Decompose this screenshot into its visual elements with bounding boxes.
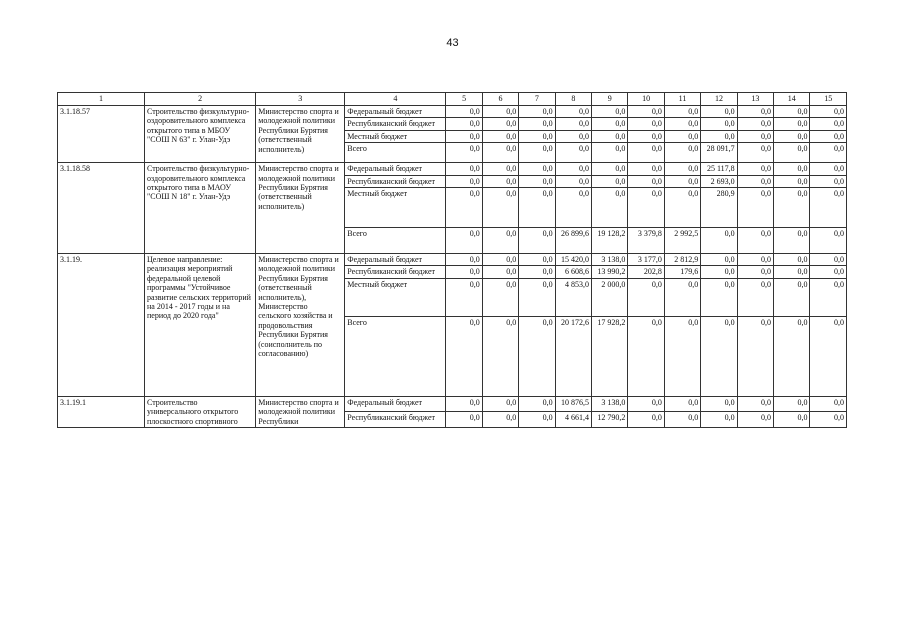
value-cell: 0,0	[555, 118, 591, 130]
column-header: 7	[519, 93, 555, 106]
value-cell: 280,9	[701, 188, 737, 228]
value-cell: 0,0	[810, 316, 847, 396]
value-cell: 0,0	[664, 130, 700, 142]
value-cell: 2 992,5	[664, 228, 700, 254]
value-cell: 0,0	[555, 188, 591, 228]
row-name: Строительство физкультурно-оздоровительного комплекса открытого типа в МБОУ "СОШ N 63" г. Улан-Удэ	[144, 106, 255, 163]
funding-source: Всего	[345, 228, 446, 254]
row-executor: Министерство спорта и молодежной политики Республики	[256, 396, 345, 427]
value-cell: 0,0	[628, 278, 664, 316]
value-cell: 2 693,0	[701, 175, 737, 187]
value-cell: 0,0	[774, 254, 810, 266]
value-cell: 6 608,6	[555, 266, 591, 278]
value-cell: 0,0	[774, 106, 810, 118]
value-cell: 0,0	[519, 316, 555, 396]
value-cell: 0,0	[592, 143, 628, 163]
page-number: 43	[446, 37, 459, 49]
value-cell: 0,0	[628, 188, 664, 228]
value-cell: 0,0	[737, 278, 773, 316]
value-cell: 0,0	[519, 254, 555, 266]
value-cell: 0,0	[664, 396, 700, 412]
value-cell: 0,0	[592, 118, 628, 130]
value-cell: 20 172,6	[555, 316, 591, 396]
value-cell: 19 128,2	[592, 228, 628, 254]
value-cell: 0,0	[628, 175, 664, 187]
column-header: 9	[592, 93, 628, 106]
value-cell: 0,0	[446, 163, 482, 175]
value-cell: 0,0	[482, 278, 518, 316]
row-code: 3.1.19.	[58, 254, 145, 397]
value-cell: 0,0	[482, 316, 518, 396]
value-cell: 0,0	[701, 254, 737, 266]
value-cell: 0,0	[774, 412, 810, 428]
value-cell: 0,0	[592, 163, 628, 175]
value-cell: 0,0	[519, 175, 555, 187]
value-cell: 3 177,0	[628, 254, 664, 266]
value-cell: 0,0	[737, 412, 773, 428]
value-cell: 0,0	[737, 130, 773, 142]
column-header: 5	[446, 93, 482, 106]
value-cell: 0,0	[482, 143, 518, 163]
value-cell: 0,0	[519, 163, 555, 175]
value-cell: 0,0	[446, 396, 482, 412]
value-cell: 202,8	[628, 266, 664, 278]
value-cell: 0,0	[482, 228, 518, 254]
value-cell: 0,0	[810, 175, 847, 187]
value-cell: 0,0	[774, 188, 810, 228]
value-cell: 0,0	[701, 130, 737, 142]
value-cell: 0,0	[519, 106, 555, 118]
value-cell: 0,0	[774, 118, 810, 130]
column-header: 6	[482, 93, 518, 106]
table-row	[58, 396, 847, 412]
value-cell: 0,0	[774, 163, 810, 175]
column-header: 10	[628, 93, 664, 106]
value-cell: 0,0	[482, 412, 518, 428]
value-cell: 15 420,0	[555, 254, 591, 266]
value-cell: 4 853,0	[555, 278, 591, 316]
value-cell: 3 138,0	[592, 254, 628, 266]
value-cell: 0,0	[482, 130, 518, 142]
value-cell: 0,0	[810, 278, 847, 316]
value-cell: 0,0	[446, 228, 482, 254]
value-cell: 0,0	[592, 175, 628, 187]
value-cell: 0,0	[519, 266, 555, 278]
funding-source: Федеральный бюджет	[345, 163, 446, 175]
value-cell: 0,0	[774, 396, 810, 412]
value-cell: 0,0	[701, 266, 737, 278]
value-cell: 0,0	[446, 278, 482, 316]
value-cell: 3 138,0	[592, 396, 628, 412]
value-cell: 0,0	[664, 188, 700, 228]
value-cell: 0,0	[555, 130, 591, 142]
value-cell: 0,0	[519, 278, 555, 316]
value-cell: 0,0	[774, 278, 810, 316]
value-cell: 0,0	[774, 228, 810, 254]
value-cell: 0,0	[519, 130, 555, 142]
value-cell: 0,0	[664, 163, 700, 175]
value-cell: 10 876,5	[555, 396, 591, 412]
value-cell: 0,0	[628, 396, 664, 412]
value-cell: 0,0	[737, 188, 773, 228]
funding-source: Республиканский бюджет	[345, 412, 446, 428]
value-cell: 0,0	[701, 412, 737, 428]
column-header: 1	[58, 93, 145, 106]
funding-source: Федеральный бюджет	[345, 396, 446, 412]
funding-source: Федеральный бюджет	[345, 106, 446, 118]
value-cell: 0,0	[555, 106, 591, 118]
value-cell: 0,0	[628, 163, 664, 175]
value-cell: 0,0	[519, 396, 555, 412]
value-cell: 0,0	[701, 228, 737, 254]
value-cell: 0,0	[446, 118, 482, 130]
column-header: 3	[256, 93, 345, 106]
value-cell: 0,0	[555, 163, 591, 175]
header-row	[58, 93, 847, 106]
value-cell: 0,0	[810, 396, 847, 412]
value-cell: 0,0	[810, 188, 847, 228]
row-code: 3.1.18.57	[58, 106, 145, 163]
value-cell: 25 117,8	[701, 163, 737, 175]
value-cell: 0,0	[446, 188, 482, 228]
table-row	[58, 254, 847, 266]
value-cell: 0,0	[810, 163, 847, 175]
value-cell: 0,0	[774, 266, 810, 278]
value-cell: 0,0	[592, 106, 628, 118]
value-cell: 0,0	[446, 266, 482, 278]
value-cell: 0,0	[446, 316, 482, 396]
value-cell: 26 899,6	[555, 228, 591, 254]
value-cell: 17 928,2	[592, 316, 628, 396]
funding-source: Федеральный бюджет	[345, 254, 446, 266]
value-cell: 0,0	[664, 316, 700, 396]
value-cell: 0,0	[519, 228, 555, 254]
column-header: 12	[701, 93, 737, 106]
row-executor: Министерство спорта и молодежной политики Республики Бурятия (ответственный исполнитель), Министерство сельского хозяйства и продовольствия Республики Бурятия (соисполнитель по согласованию)	[256, 254, 345, 397]
value-cell: 0,0	[810, 143, 847, 163]
value-cell: 0,0	[446, 143, 482, 163]
value-cell: 0,0	[701, 278, 737, 316]
value-cell: 0,0	[446, 106, 482, 118]
value-cell: 0,0	[737, 163, 773, 175]
value-cell: 0,0	[482, 254, 518, 266]
value-cell: 2 000,0	[592, 278, 628, 316]
funding-source: Всего	[345, 316, 446, 396]
funding-source: Республиканский бюджет	[345, 175, 446, 187]
row-name: Строительство физкультурно-оздоровительного комплекса открытого типа в МАОУ "СОШ N 18" г. Улан-Удэ	[144, 163, 255, 254]
value-cell: 0,0	[737, 175, 773, 187]
value-cell: 3 379,8	[628, 228, 664, 254]
value-cell: 0,0	[519, 412, 555, 428]
value-cell: 0,0	[482, 396, 518, 412]
column-header: 14	[774, 93, 810, 106]
value-cell: 0,0	[446, 412, 482, 428]
value-cell: 0,0	[664, 175, 700, 187]
value-cell: 0,0	[482, 188, 518, 228]
value-cell: 0,0	[555, 175, 591, 187]
funding-source: Местный бюджет	[345, 188, 446, 228]
table-body	[58, 106, 847, 428]
column-header: 2	[144, 93, 255, 106]
value-cell: 4 661,4	[555, 412, 591, 428]
value-cell: 0,0	[810, 106, 847, 118]
value-cell: 0,0	[701, 396, 737, 412]
value-cell: 0,0	[701, 316, 737, 396]
value-cell: 179,6	[664, 266, 700, 278]
value-cell: 0,0	[810, 228, 847, 254]
value-cell: 0,0	[701, 106, 737, 118]
column-header: 4	[345, 93, 446, 106]
value-cell: 0,0	[774, 143, 810, 163]
row-executor: Министерство спорта и молодежной политики Республики Бурятия (ответственный исполнитель)	[256, 106, 345, 163]
value-cell: 0,0	[737, 143, 773, 163]
funding-source: Местный бюджет	[345, 130, 446, 142]
value-cell: 0,0	[810, 412, 847, 428]
value-cell: 0,0	[737, 106, 773, 118]
value-cell: 0,0	[774, 175, 810, 187]
column-header: 15	[810, 93, 847, 106]
value-cell: 0,0	[810, 130, 847, 142]
funding-source: Республиканский бюджет	[345, 266, 446, 278]
value-cell: 0,0	[592, 188, 628, 228]
column-header: 13	[737, 93, 773, 106]
value-cell: 0,0	[664, 143, 700, 163]
value-cell: 0,0	[664, 412, 700, 428]
value-cell: 0,0	[737, 118, 773, 130]
value-cell: 0,0	[737, 316, 773, 396]
value-cell: 0,0	[810, 254, 847, 266]
value-cell: 0,0	[628, 130, 664, 142]
column-header: 8	[555, 93, 591, 106]
value-cell: 0,0	[701, 118, 737, 130]
value-cell: 0,0	[810, 118, 847, 130]
value-cell: 0,0	[628, 106, 664, 118]
table-row	[58, 163, 847, 175]
value-cell: 0,0	[664, 278, 700, 316]
value-cell: 0,0	[482, 163, 518, 175]
column-header: 11	[664, 93, 700, 106]
value-cell: 0,0	[555, 143, 591, 163]
value-cell: 0,0	[628, 412, 664, 428]
funding-source: Республиканский бюджет	[345, 118, 446, 130]
value-cell: 0,0	[482, 266, 518, 278]
value-cell: 0,0	[664, 118, 700, 130]
value-cell: 0,0	[482, 175, 518, 187]
value-cell: 0,0	[737, 396, 773, 412]
row-name: Строительство универсального открытого плоскостного спортивного	[144, 396, 255, 427]
value-cell: 0,0	[519, 118, 555, 130]
funding-source: Местный бюджет	[345, 278, 446, 316]
value-cell: 0,0	[774, 316, 810, 396]
value-cell: 0,0	[446, 130, 482, 142]
value-cell: 0,0	[446, 175, 482, 187]
row-code: 3.1.18.58	[58, 163, 145, 254]
value-cell: 0,0	[482, 118, 518, 130]
value-cell: 0,0	[737, 254, 773, 266]
value-cell: 0,0	[519, 143, 555, 163]
value-cell: 2 812,9	[664, 254, 700, 266]
row-code: 3.1.19.1	[58, 396, 145, 427]
value-cell: 12 790,2	[592, 412, 628, 428]
row-executor: Министерство спорта и молодежной политики Республики Бурятия (ответственный исполнитель)	[256, 163, 345, 254]
value-cell: 13 990,2	[592, 266, 628, 278]
value-cell: 28 091,7	[701, 143, 737, 163]
table-row	[58, 106, 847, 118]
value-cell: 0,0	[446, 254, 482, 266]
value-cell: 0,0	[737, 228, 773, 254]
value-cell: 0,0	[774, 130, 810, 142]
row-name: Целевое направление: реализация мероприятий федеральной целевой программы "Устойчивое развитие сельских территорий на 2014 - 2017 годы и на период до 2020 года"	[144, 254, 255, 397]
value-cell: 0,0	[519, 188, 555, 228]
value-cell: 0,0	[810, 266, 847, 278]
value-cell: 0,0	[628, 118, 664, 130]
value-cell: 0,0	[628, 316, 664, 396]
funding-source: Всего	[345, 143, 446, 163]
value-cell: 0,0	[664, 106, 700, 118]
value-cell: 0,0	[592, 130, 628, 142]
value-cell: 0,0	[737, 266, 773, 278]
value-cell: 0,0	[628, 143, 664, 163]
budget-table	[57, 92, 847, 428]
value-cell: 0,0	[482, 106, 518, 118]
